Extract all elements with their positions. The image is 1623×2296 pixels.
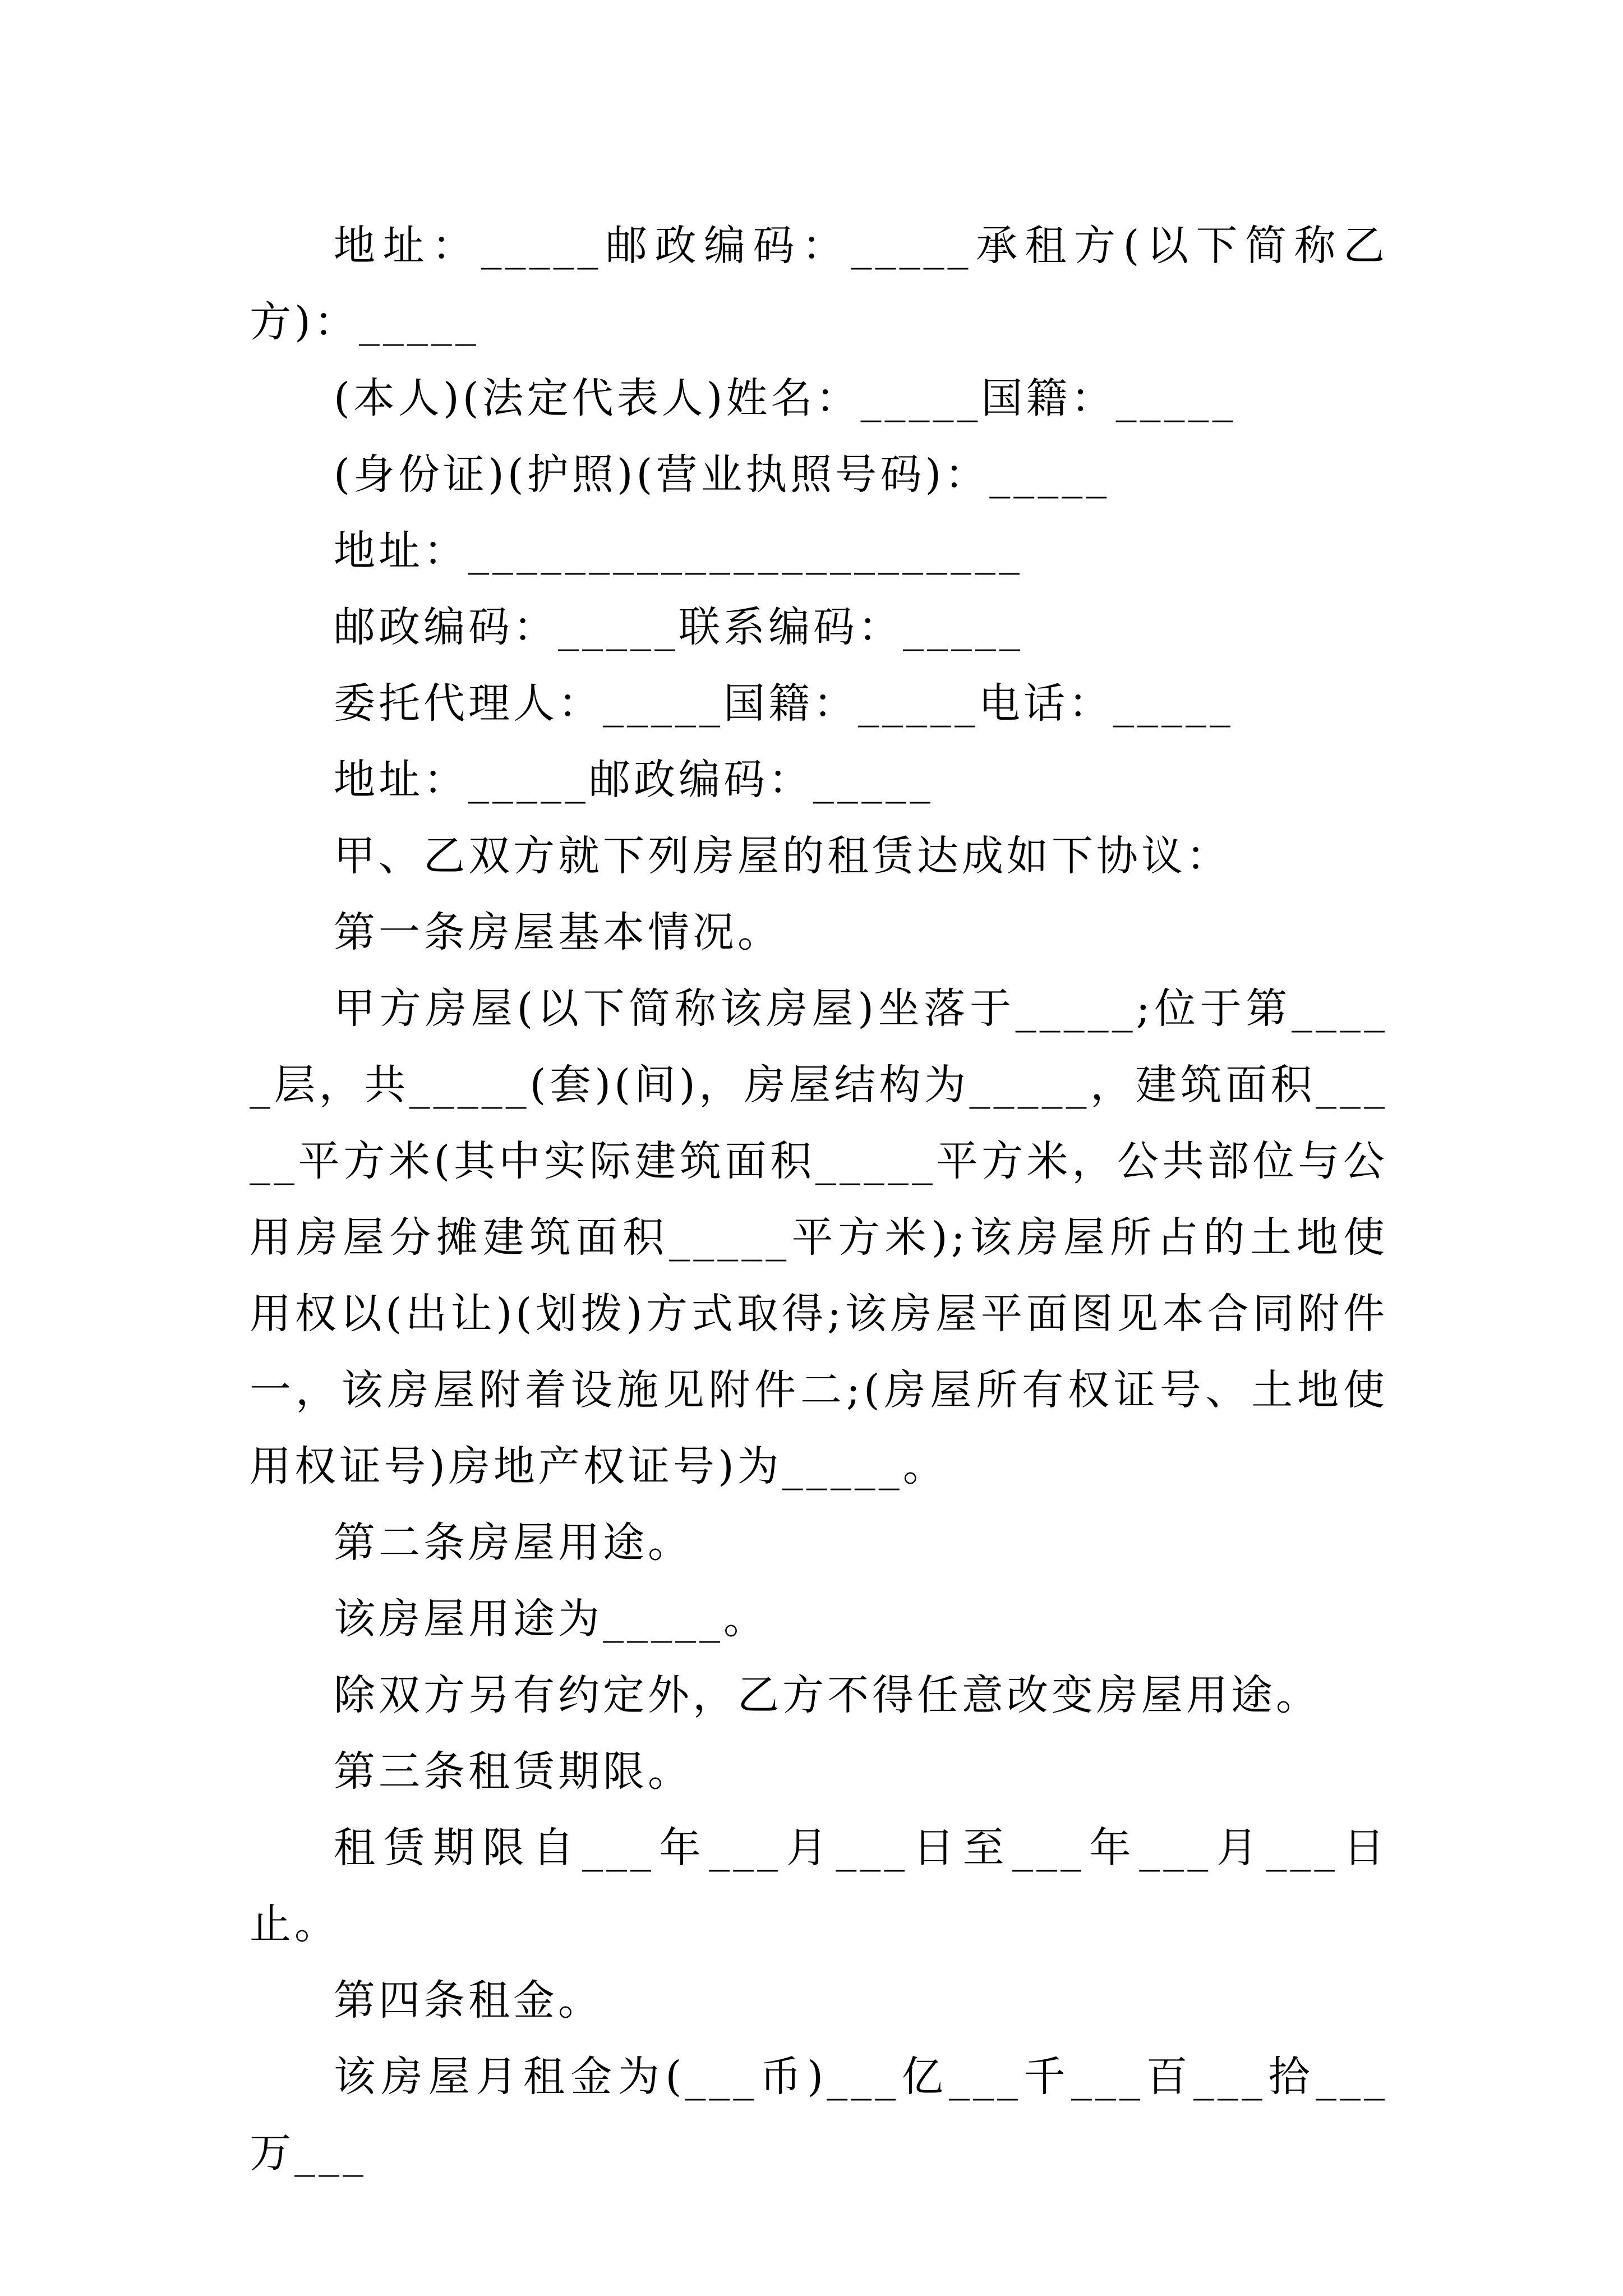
paragraph-agent: 委托代理人：_____国籍：_____电话：_____ — [334, 679, 1234, 728]
paragraph-lessor-address: 地址：_____邮政编码：_____承租方(以下简称乙方)：_____ — [250, 222, 1388, 346]
heading-article-2: 第二条房屋用途。 — [334, 1519, 693, 1567]
paragraph-agent-address: 地址：_____邮政编码：_____ — [334, 756, 934, 804]
paragraph-lease-term: 租赁期限自___年___月___日至___年___月___日止。 — [250, 1824, 1388, 1948]
paragraph-lessee-name: (本人)(法定代表人)姓名：_____国籍：_____ — [334, 374, 1237, 422]
paragraph-agreement-intro: 甲、乙双方就下列房屋的租赁达成如下协议： — [334, 832, 1231, 880]
paragraph-property-details: 甲方房屋(以下简称该房屋)坐落于_____;位于第_____层，共_____(套)(间)，房屋结构为_____，建筑面积_____平方米(其中实际建筑面积_____平方米，公共部位与公用房屋分摊建筑面积_____平方米);该房屋所占的土地使用权以(出让)(划拨)方式取得;该房屋平面图见本合同附件一，该房屋附着设施见附件二;(房屋所有权证号、土地使用权证号)房地产权证号)为_____。 — [250, 984, 1388, 1490]
paragraph-lessee-postal: 邮政编码：_____联系编码：_____ — [334, 603, 1023, 651]
paragraph-use-restriction: 除双方另有约定外，乙方不得任意改变房屋用途。 — [334, 1671, 1321, 1719]
heading-article-3: 第三条租赁期限。 — [334, 1747, 693, 1796]
paragraph-rent: 该房屋月租金为(___币)___亿___千___百___拾___万___ — [250, 2053, 1388, 2177]
heading-article-4: 第四条租金。 — [334, 1976, 603, 2024]
paragraph-property-use: 该房屋用途为_____。 — [334, 1595, 768, 1643]
paragraph-lessee-address: 地址：_______________________ — [334, 527, 1023, 575]
heading-article-1: 第一条房屋基本情况。 — [334, 908, 782, 956]
paragraph-lessee-id: (身份证)(护照)(营业执照号码)：_____ — [334, 450, 1110, 499]
document-body — [250, 208, 1388, 2191]
